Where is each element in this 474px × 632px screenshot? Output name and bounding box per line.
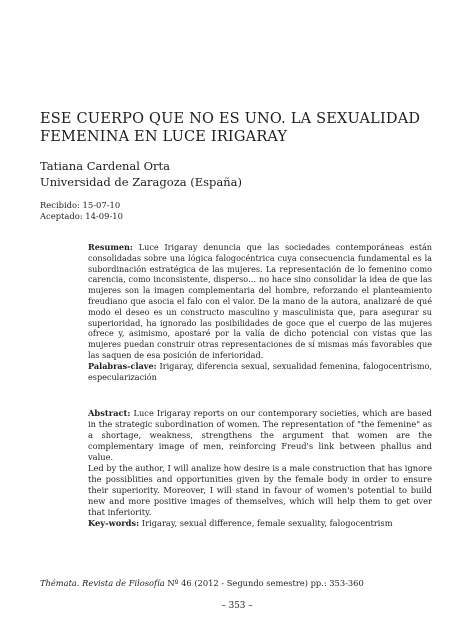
resumen-section — [88, 242, 432, 382]
keywords-text: Irigaray, sexual difference, female sexuality, falogocentrism — [141, 518, 393, 528]
palabras-clave-text: Irigaray, diferencia sexual, sexualidad femenina, falogocentrismo, especularización — [88, 360, 432, 382]
journal-details: Nº 46 (2012 - Segundo semestre) pp.: 353-360 — [167, 578, 364, 588]
abstract-paragraph-1 — [88, 408, 432, 463]
resumen-text: Luce Irigaray denuncia que las sociedades contemporáneas están consolidadas sobre una lógica falogocéntrica cuya consecuencia fundamental es la subordinación estratégica de las mujeres. La representación de lo femenino como carencia, como inconsistente, disperso… no hace sino consolidar la idea de que las mujeres son la imagen complementaria del hombre, reforzando el planteamiento freudiano que asocia el falo con el valor. De la mano de la autora, analizaré de qué modo el deseo es un constructo masculino y masculinista que, para asegurar su superioridad, ha ignorado las posibilidades de goce que el cuerpo de las mujeres ofrece y, asimismo, apostaré por la valía de dicho potencial con vistas que las mujeres puedan construir otras representaciones de sí mismas más favorables que las saquen de esa posición de inferioridad. — [88, 242, 432, 360]
author-block — [40, 158, 440, 190]
journal-footer — [40, 578, 440, 589]
dates-block — [40, 200, 340, 222]
abstract-label: Abstract: — [88, 408, 131, 418]
article-title: ESE CUERPO QUE NO ES UNO. LA SEXUALIDAD FEMENINA EN LUCE IRIGARAY — [40, 111, 421, 145]
author-affiliation: Universidad de Zaragoza (España) — [40, 175, 243, 189]
journal-name: Thémata. Revista de Filosofía — [40, 578, 165, 588]
received-date: Recibido: 15-07-10 — [40, 200, 121, 210]
abstract-text-1: Luce Irigaray reports on our contemporary societies, which are based in the strategic subordination of women. The representation of "the femenine" as a shortage, weakness, strengthens the argument that women are the complementary image of men, reinforcing Freud's link between phallus and value. — [88, 408, 432, 462]
keywords-paragraph — [88, 518, 432, 529]
keywords-label: Key-words: — [88, 518, 140, 528]
abstract-section — [88, 408, 432, 529]
author-name: Tatiana Cardenal Orta — [40, 159, 171, 173]
abstract-paragraph-2: Led by the author, I will analize how desire is a male construction that has ignore the possiblities and opportunities given by the female body in order to ensure their superiority. Moreover, I will stand in favour of women's potential to build new and more positive images of themselves, which will help them to get over that inferiority. — [88, 463, 432, 517]
palabras-clave-paragraph — [88, 361, 432, 383]
accepted-date: Aceptado: 14-09-10 — [40, 211, 123, 221]
page-number: – 353 – — [221, 601, 253, 611]
palabras-clave-label: Palabras-clave: — [88, 360, 157, 371]
resumen-label: Resumen: — [88, 242, 133, 252]
resumen-paragraph — [88, 242, 432, 361]
